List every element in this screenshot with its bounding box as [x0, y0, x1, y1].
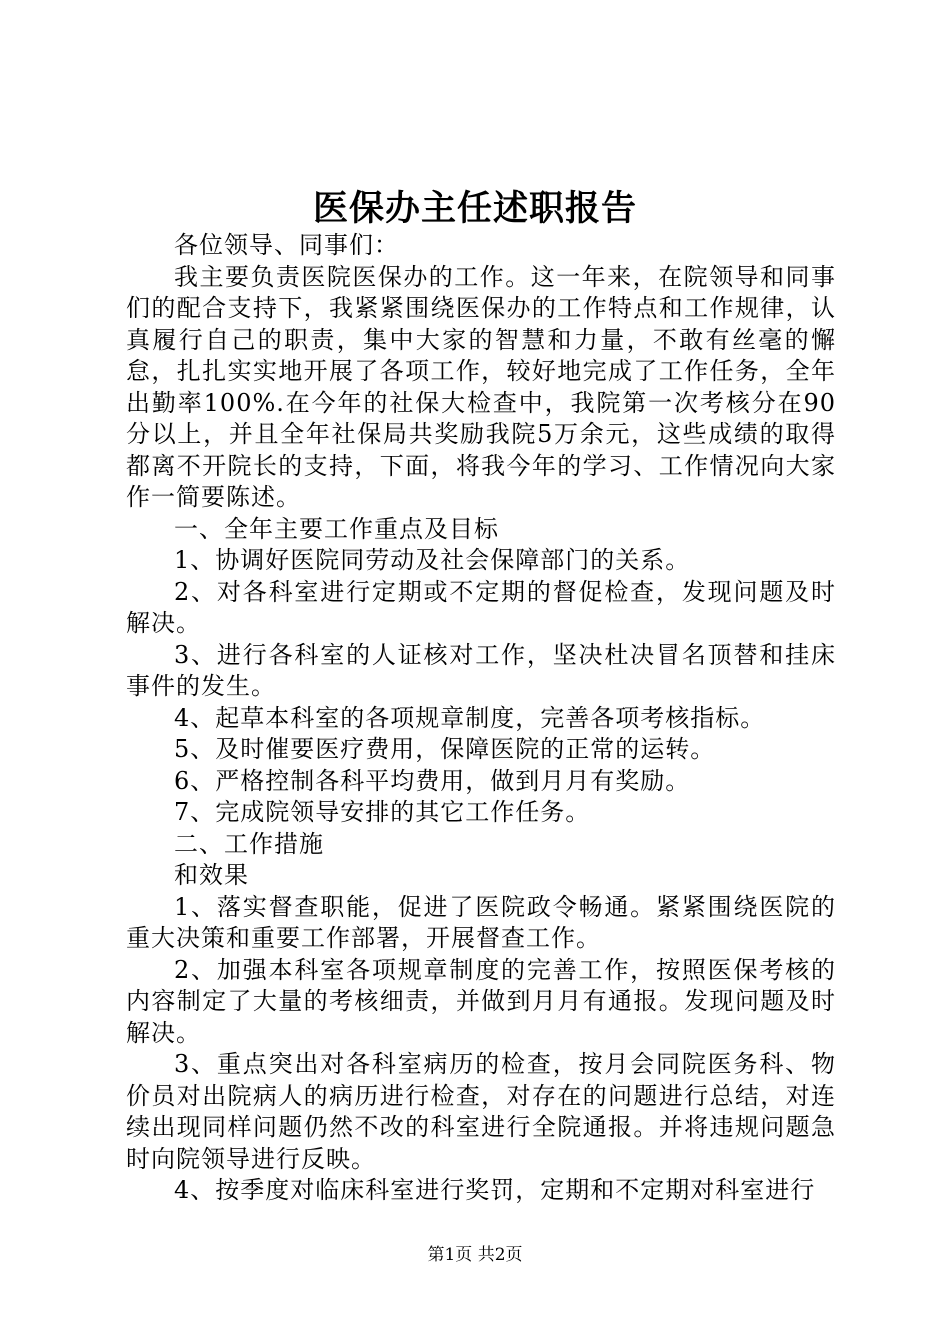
- list-item: 3、进行各科室的人证核对工作，坚决杜决冒名顶替和挂床事件的发生。: [126, 640, 836, 700]
- list-item: 3、重点突出对各科室病历的检查，按月会同院医务科、物价员对出院病人的病历进行检查，对存在的问题进行总结，对连续出现同样问题仍然不改的科室进行全院通报。并将违规问题急时向院领导进行反映。: [126, 1050, 836, 1173]
- list-item: 1、协调好医院同劳动及社会保障部门的关系。: [174, 546, 691, 574]
- list-item: 4、按季度对临床科室进行奖罚，定期和不定期对科室进行: [174, 1176, 816, 1204]
- list-item: 7、完成院领导安排的其它工作任务。: [174, 798, 591, 826]
- section-heading-2: 二、工作措施: [174, 829, 324, 858]
- list-item: 4、起草本科室的各项规章制度，完善各项考核指标。: [174, 703, 766, 732]
- section-heading-1: 一、全年主要工作重点及目标: [174, 514, 499, 543]
- greeting: 各位领导、同事们：: [174, 231, 399, 259]
- document-body: [126, 230, 836, 1207]
- list-item: 6、严格控制各科平均费用，做到月月有奖励。: [174, 766, 691, 795]
- section-heading-2-continued: 和效果: [174, 861, 249, 889]
- list-item: 1、落实督查职能，促进了医院政令畅通。紧紧围绕医院的重大决策和重要工作部署，开展督查工作。: [126, 892, 836, 952]
- document-title: 医保办主任述职报告: [312, 188, 637, 229]
- list-item: 2、加强本科室各项规章制度的完善工作，按照医保考核的内容制定了大量的考核细责，并做到月月有通报。发现问题及时解决。: [126, 955, 836, 1047]
- list-item: 5、及时催要医疗费用，保障医院的正常的运转。: [174, 735, 716, 763]
- page-footer: 第1页 共2页: [427, 1245, 523, 1265]
- list-item: 2、对各科室进行定期或不定期的督促检查，发现问题及时解决。: [126, 577, 836, 637]
- intro-paragraph: 我主要负责医院医保办的工作。这一年来，在院领导和同事们的配合支持下，我紧紧围绕医保办的工作特点和工作规律，认真履行自己的职责，集中大家的智慧和力量，不敢有丝毫的懈怠，扎扎实实地开展了各项工作，较好地完成了工作任务，全年出勤率100%.在今年的社保大检查中，我院第一次考核分在90分以上，并且全年社保局共奖励我院5万余元，这些成绩的取得都离不开院长的支持，下面，将我今年的学习、工作情况向大家作一简要陈述。: [126, 262, 836, 511]
